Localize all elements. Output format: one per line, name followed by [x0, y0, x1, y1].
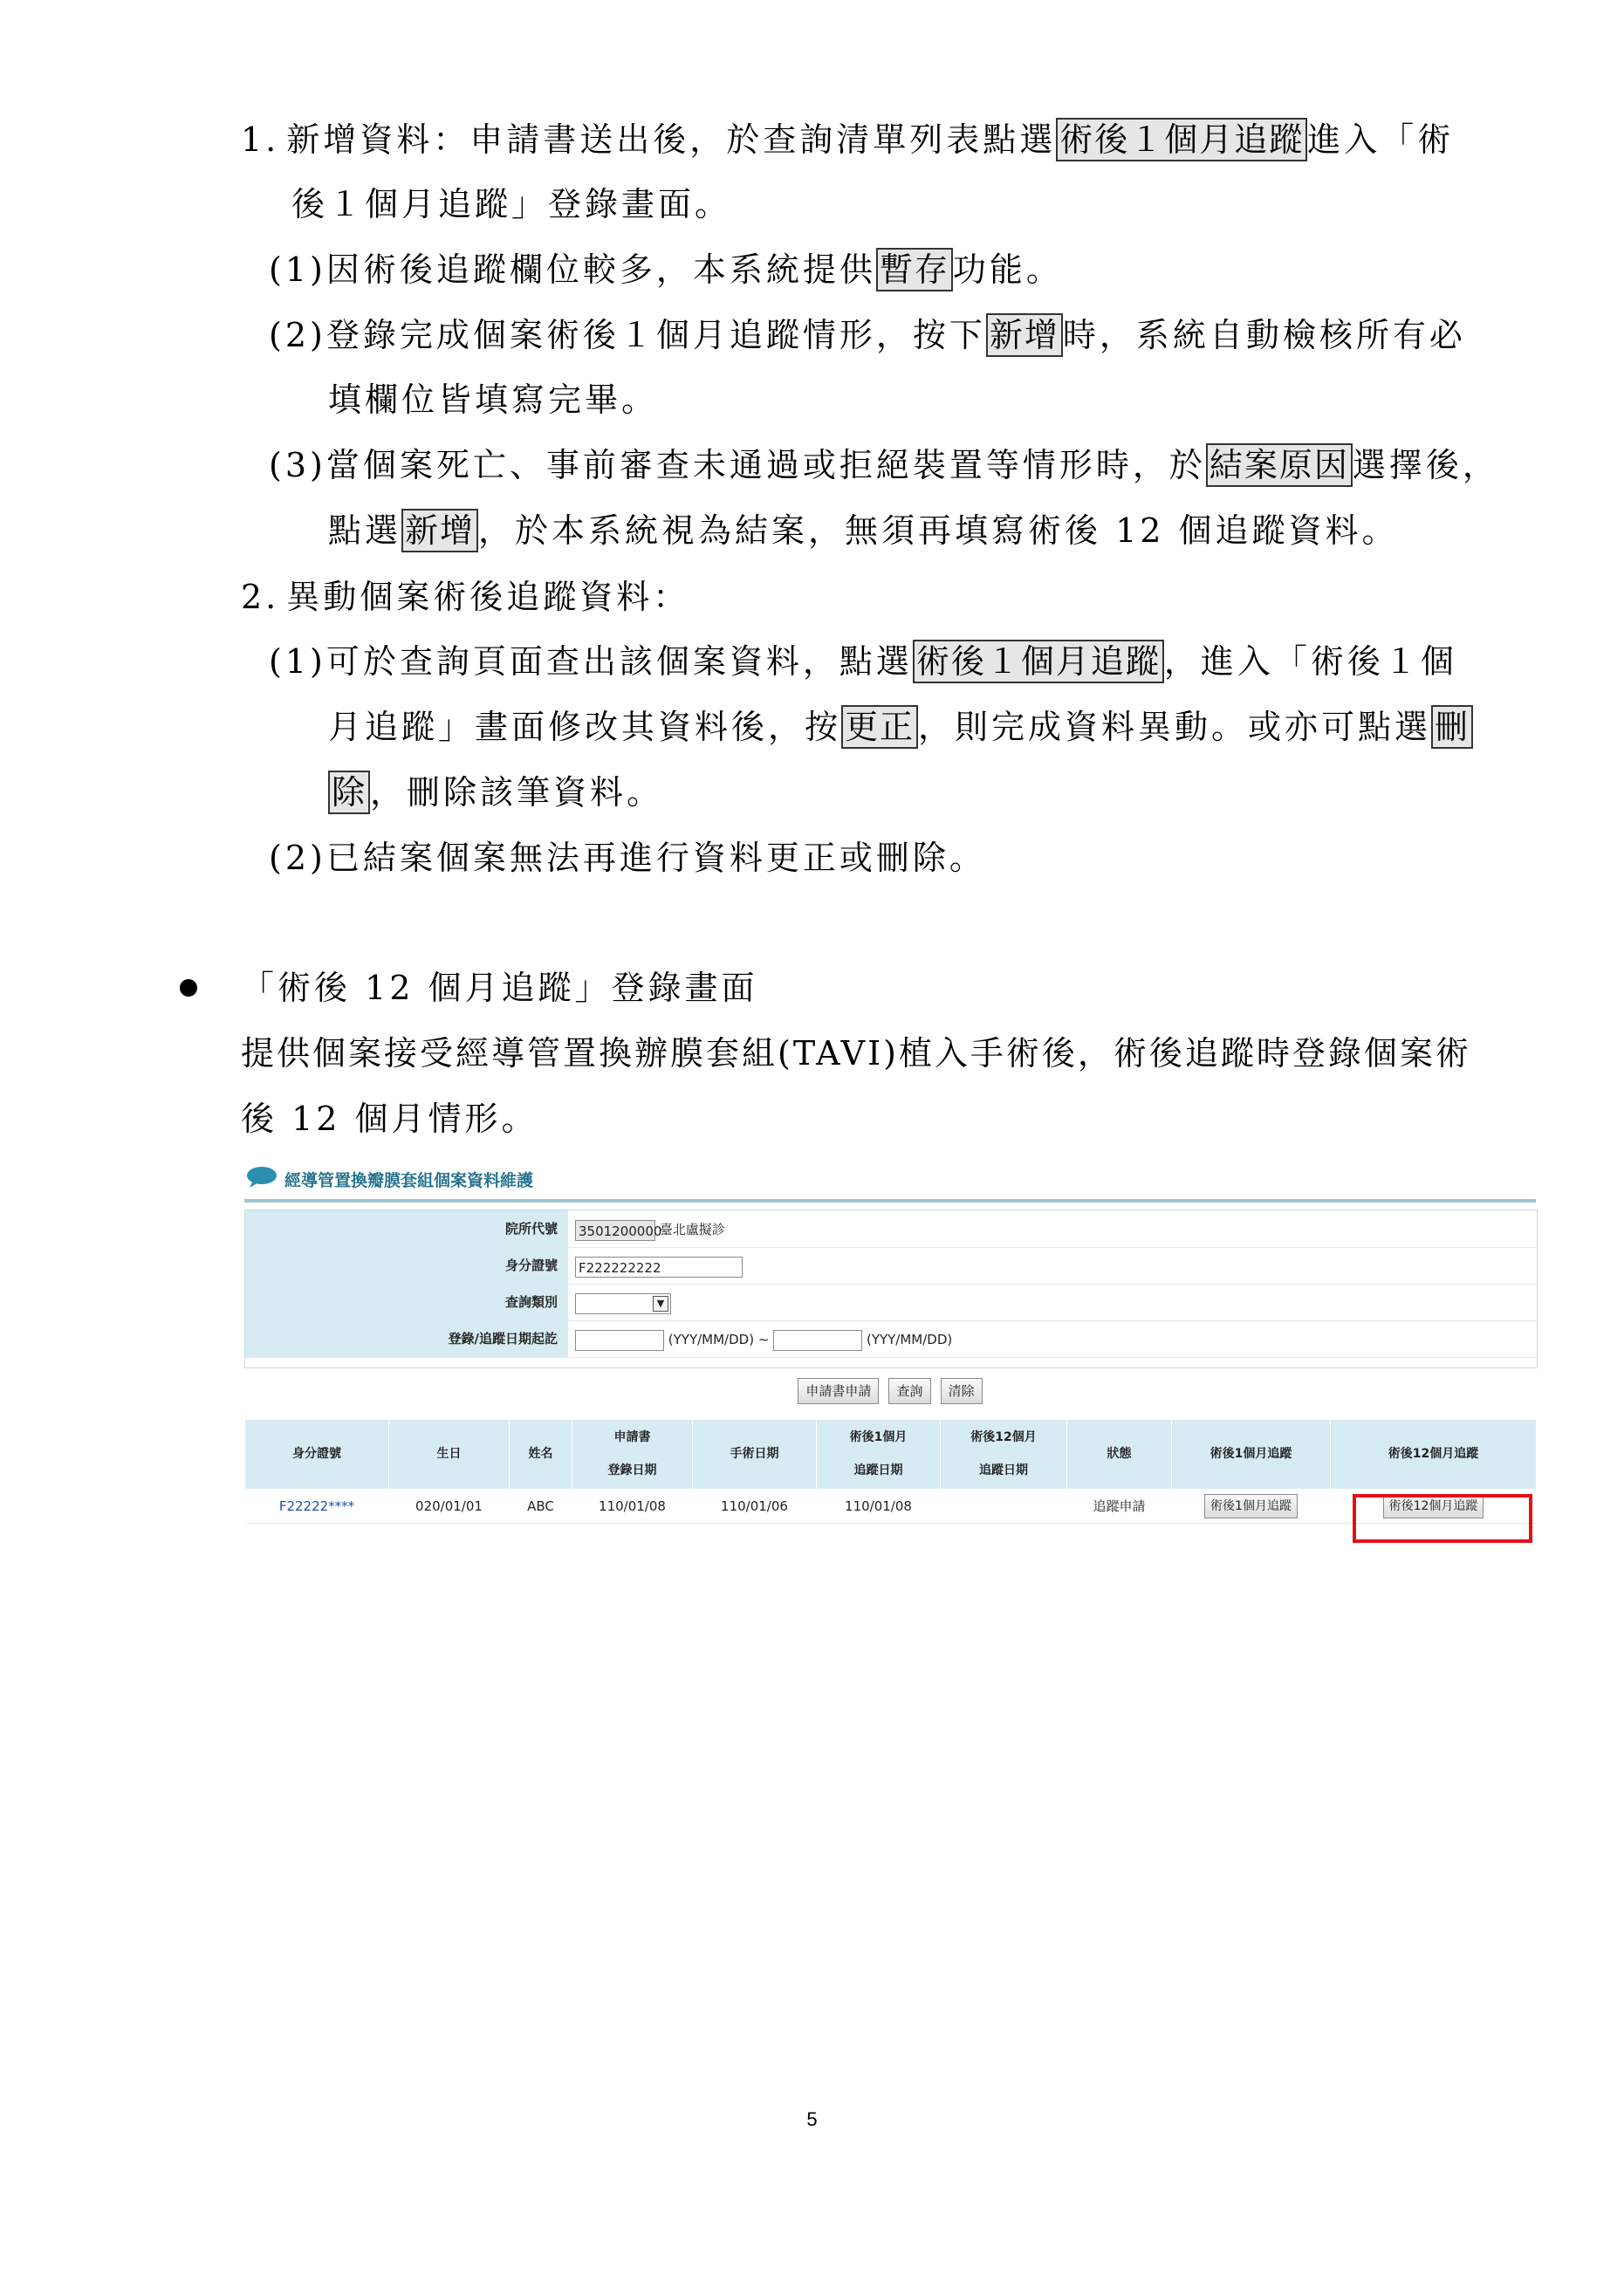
col-status: 狀態	[1067, 1420, 1172, 1490]
chevron-down-icon: ▼	[653, 1296, 668, 1312]
embedded-screenshot	[244, 1161, 1536, 1545]
apply-button[interactable]: 申請書申請	[798, 1378, 879, 1404]
form-row-id	[245, 1247, 1537, 1285]
hospital-code-field: 3501200000	[575, 1220, 655, 1241]
date-range-label: 登錄/追蹤日期起訖	[245, 1320, 568, 1357]
add-button-ref: 新增	[986, 313, 1063, 357]
query-type-select[interactable]	[575, 1293, 671, 1314]
query-button[interactable]: 查詢	[888, 1378, 930, 1404]
table-header-row	[245, 1420, 1537, 1490]
bullet-paragraph-2: 後 12 個月情形。	[241, 1100, 538, 1138]
add-button-ref-2: 新增	[401, 509, 478, 552]
end-date-hint: (YYY/MM/DD)	[866, 1332, 953, 1347]
item-2-line: 2. 異動個案術後追蹤資料：	[241, 578, 690, 616]
action-buttons	[244, 1372, 1536, 1410]
page-number: 5	[806, 2108, 818, 2130]
start-date-hint: (YYY/MM/DD) ~	[668, 1332, 770, 1347]
item-1-line: 1. 新增資料：申請書送出後，於查詢清單列表點選 術後１個月追蹤 進入「術	[241, 117, 1454, 162]
form-row-date-range	[245, 1320, 1537, 1358]
item-2-sub-1-cont: 月追蹤」畫面修改其資料後，按 更正 ，則完成資料異動。或亦可點選 刪	[328, 704, 1473, 750]
update-button-ref: 更正	[841, 705, 918, 749]
col-month1-date: 術後1個月 追蹤日期	[817, 1420, 941, 1490]
bullet-paragraph-1: 提供個案接受經導管置換辦膜套組(TAVI)植入手術後，術後追蹤時登錄個案術	[241, 1034, 1471, 1073]
col-id: 身分證號	[245, 1420, 389, 1490]
item-1-sub-3-cont: 點選 新增 ，於本系統視為結案，無須再填寫術後 12 個追蹤資料。	[328, 508, 1399, 553]
row-month12-date	[941, 1489, 1067, 1523]
row-birthday: 020/01/01	[389, 1489, 510, 1523]
item-1-cont: 後１個月追蹤」登錄畫面。	[291, 185, 732, 223]
row-id-link[interactable]: F22222****	[278, 1498, 355, 1514]
table-row	[245, 1489, 1537, 1523]
form-row-hospital	[245, 1210, 1537, 1248]
item-2-sub-1: (1)可於查詢頁面查出該個案資料，點選 術後１個月追蹤 ，進入「術後１個	[269, 639, 1457, 684]
close-reason-ref: 結案原因	[1206, 443, 1353, 487]
query-form	[244, 1210, 1538, 1368]
month1-track-button[interactable]: 術後1個月追蹤	[1204, 1494, 1298, 1518]
start-date-input[interactable]	[575, 1330, 664, 1351]
col-month12-date: 術後12個月 追蹤日期	[941, 1420, 1067, 1490]
row-name: ABC	[510, 1489, 572, 1523]
item-2-sub-2: (2)已結案個案無法再進行資料更正或刪除。	[269, 839, 986, 877]
item-1-sub-2: (2)登錄完成個案術後１個月追蹤情形，按下 新增 時，系統自動檢核所有必	[269, 312, 1466, 358]
item-2-sub-1-cont-2: 除 ，刪除該筆資料。	[328, 770, 663, 815]
form-row-query-type	[245, 1284, 1537, 1321]
item-1-sub-3: (3)當個案死亡、事前審查未通過或拒絕裝置等情形時，於 結案原因 選擇後，	[269, 442, 1499, 488]
screenshot-title: 經導管置換瓣膜套組個案資料維護	[284, 1171, 534, 1190]
highlight-box	[1353, 1494, 1532, 1543]
screenshot-title-bar	[244, 1161, 1536, 1203]
col-apply-date: 申請書 登錄日期	[572, 1420, 693, 1490]
hospital-label: 院所代號	[245, 1210, 568, 1247]
end-date-input[interactable]	[773, 1330, 862, 1351]
clear-button[interactable]: 清除	[941, 1378, 983, 1404]
month12-track-button[interactable]: 術後12個月追蹤	[1383, 1494, 1484, 1518]
month1-track-button-ref-2: 術後１個月追蹤	[913, 640, 1164, 683]
col-name: 姓名	[510, 1420, 572, 1490]
col-surgery-date: 手術日期	[693, 1420, 817, 1490]
bullet-icon	[180, 979, 197, 997]
item-1-sub-2-cont: 填欄位皆填寫完畢。	[328, 380, 659, 419]
query-type-label: 查詢類別	[245, 1284, 568, 1320]
bullet-heading: 「術後 12 個月追蹤」登錄畫面	[241, 969, 758, 1007]
id-label: 身分證號	[245, 1247, 568, 1284]
results-table	[244, 1419, 1537, 1524]
speech-bubble-icon	[246, 1166, 278, 1189]
row-apply-date: 110/01/08	[572, 1489, 693, 1523]
id-input[interactable]: F222222222	[575, 1257, 743, 1278]
row-status: 追蹤申請	[1067, 1489, 1172, 1523]
row-surgery-date: 110/01/06	[693, 1489, 817, 1523]
delete-button-ref-b: 除	[328, 771, 370, 814]
col-month1-track: 術後1個月追蹤	[1172, 1420, 1331, 1490]
delete-button-ref-a: 刪	[1431, 705, 1473, 749]
item-1-sub-1: (1)因術後追蹤欄位較多，本系統提供 暫存 功能。	[269, 247, 1063, 292]
row-month1-date: 110/01/08	[817, 1489, 941, 1523]
hospital-name: 臺北盧擬診	[659, 1222, 725, 1237]
month1-track-button-ref: 術後１個月追蹤	[1056, 118, 1307, 161]
col-birthday: 生日	[389, 1420, 510, 1490]
col-month12-track: 術後12個月追蹤	[1331, 1420, 1537, 1490]
temp-save-button-ref: 暫存	[876, 248, 953, 291]
